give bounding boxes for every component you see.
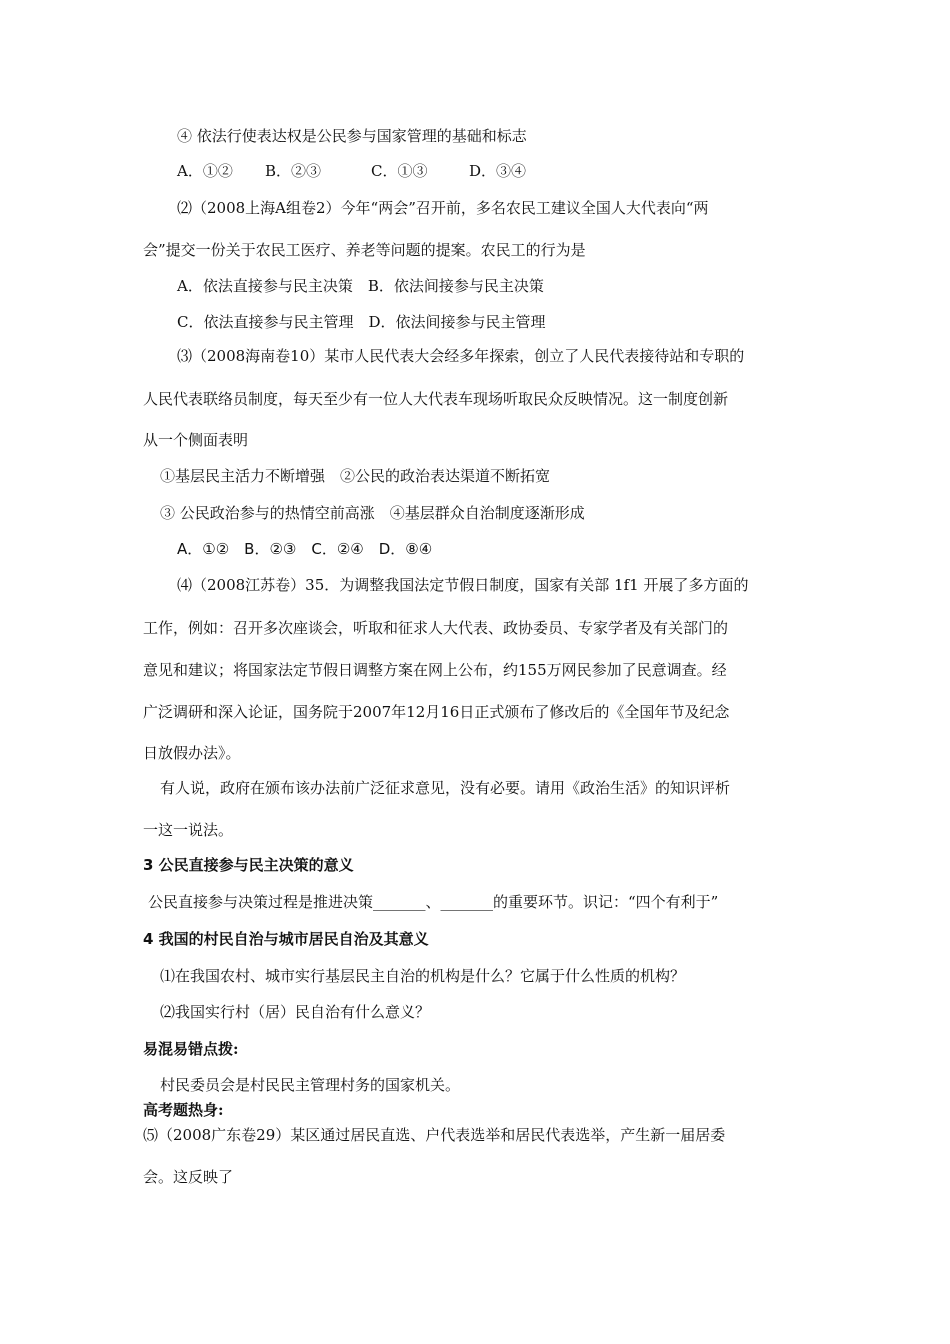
section-heading-4: 4 我国的村民自治与城市居民自治及其意义: [143, 930, 429, 948]
answer-options-q1: [177, 161, 526, 181]
sub-question-2: ⑵我国实行村（居）民自治有什么意义？: [160, 1003, 431, 1021]
sub-question-1: ⑴在我国农村、城市实行基层民主自治的机构是什么？它属于什么性质的机构？: [160, 967, 686, 985]
question-4-line3: 意见和建议；将国家法定节假日调整方案在网上公布，约155万网民参加了民意调查。经: [143, 661, 727, 679]
fill-blank-line: 公民直接参与决策过程是推进决策_______、_______的重要环节。识记：“四个有利于”: [148, 893, 719, 911]
question-3-line3: 从一个侧面表明: [143, 431, 249, 449]
exam-warmup-heading: 高考题热身:: [143, 1101, 224, 1119]
question-4-prompt-line2: 一这一说法。: [143, 821, 234, 839]
question-4-prompt-line1: 有人说，政府在颁布该办法前广泛征求意见，没有必要。请用《政治生活》的知识评析: [160, 779, 731, 797]
section-heading-3: 3 公民直接参与民主决策的意义: [143, 856, 354, 874]
option-a: A．①②: [177, 162, 233, 180]
error-tip-statement: 村民委员会是村民民主管理村务的国家机关。: [160, 1076, 461, 1094]
question-2-line2: 会”提交一份关于农民工医疗、养老等问题的提案。农民工的行为是: [143, 241, 586, 259]
question-2-options-ab: A．依法直接参与民主决策 B．依法间接参与民主决策: [177, 277, 544, 295]
question-5-line2: 会。这反映了: [143, 1168, 234, 1186]
statement-4: ④ 依法行使表达权是公民参与国家管理的基础和标志: [177, 127, 527, 145]
option-b: B．②③: [265, 162, 322, 180]
question-3-options: A．①② B．②③ C．②④ D．⑧④: [177, 540, 433, 558]
question-3-line1: ⑶（2008海南卷10）某市人民代表大会经多年探索，创立了人民代表接待站和专职的: [177, 347, 745, 365]
question-4-line1: ⑷（2008江苏卷）35．为调整我国法定节假日制度，国家有关部 1f1 开展了多方面的: [177, 576, 749, 594]
option-c: C．①③: [371, 162, 428, 180]
question-2-options-cd: C．依法直接参与民主管理 D．依法间接参与民主管理: [177, 313, 546, 331]
question-3-statements-34: ③ 公民政治参与的热情空前高涨 ④基层群众自治制度逐渐形成: [160, 504, 585, 522]
question-4-line5: 日放假办法》。: [143, 744, 241, 762]
question-3-statements-12: ①基层民主活力不断增强 ②公民的政治表达渠道不断拓宽: [160, 467, 551, 485]
question-5-line1: ⑸（2008广东卷29）某区通过居民直选、户代表选举和居民代表选举，产生新一届居委: [143, 1126, 726, 1144]
error-tips-heading: 易混易错点拨:: [143, 1040, 239, 1058]
question-4-line2: 工作，例如：召开多次座谈会，听取和征求人大代表、政协委员、专家学者及有关部门的: [143, 619, 729, 637]
question-4-line4: 广泛调研和深入论证，国务院于2007年12月16日正式颁布了修改后的《全国年节及纪念: [143, 703, 730, 721]
option-d: D．③④: [469, 162, 527, 180]
question-3-line2: 人民代表联络员制度，每天至少有一位人大代表车现场听取民众反映情况。这一制度创新: [143, 390, 729, 408]
question-2-line1: ⑵（2008上海A组卷2）今年“两会”召开前，多名农民工建议全国人大代表向“两: [177, 199, 709, 217]
